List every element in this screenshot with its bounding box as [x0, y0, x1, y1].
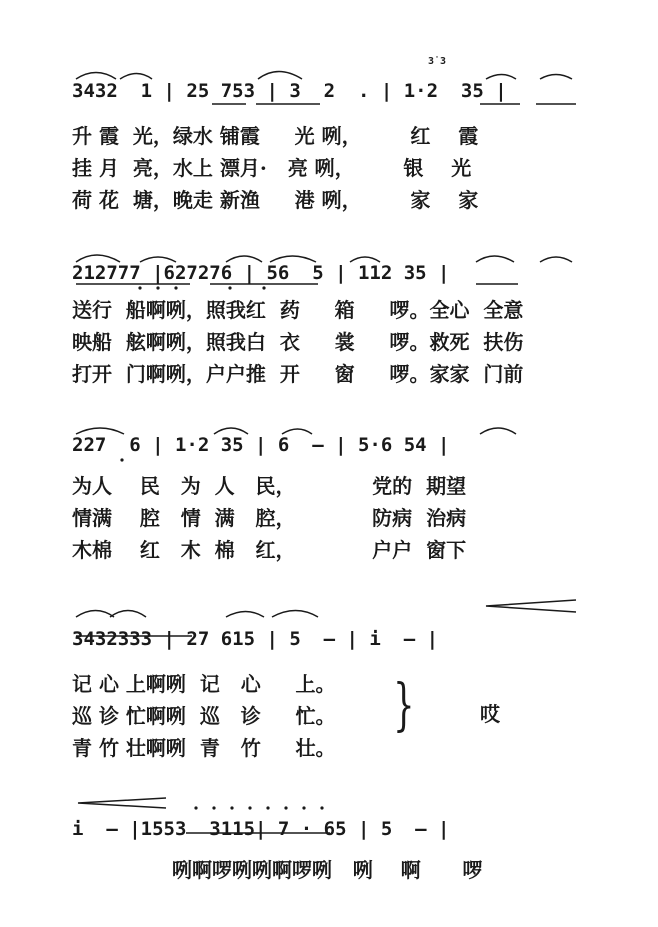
lyric-line: 青 竹 壮啊咧 青 竹 壮。 — [72, 736, 336, 760]
notation-text: i — |1553 3115| 7 · 65 | 5 — | — [72, 818, 450, 840]
lyric-line: 荷 花 塘，晚走 新渔 港 咧， 家 家 — [72, 188, 479, 212]
notation-text: 3432 1 | 25 753 | 3 2 . | 1·2 35 | — [72, 80, 507, 102]
interjection-lyric: 哎 — [480, 702, 500, 726]
verse-bracket: } — [393, 673, 415, 738]
lyric-line: 情满 腔 情 满 腔， 防病 治病 — [72, 506, 467, 530]
lyric-line: 巡 诊 忙啊咧 巡 诊 忙。 — [72, 704, 336, 728]
notation-row-2 — [72, 256, 612, 290]
final-lyric-line: 咧啊啰咧咧啊啰咧 咧 啊 啰 — [172, 858, 483, 882]
grace-note: 3̇ 3 — [428, 56, 447, 67]
lyric-line: 为人 民 为 人 民， 党的 期望 — [72, 474, 467, 498]
lyric-line: 挂 月 亮，水上 漂月· 亮 咧， 银 光 — [72, 156, 472, 180]
lyric-line: 记 心 上啊咧 记 心 上。 — [72, 672, 336, 696]
lyric-line: 映船 舷啊咧，照我白 衣 裳 啰。救死 扶伤 — [72, 330, 524, 354]
notation-row-4 — [72, 622, 612, 656]
lyric-line: 送行 船啊咧，照我红 药 箱 啰。全心 全意 — [72, 298, 524, 322]
notation-row-5 — [72, 812, 612, 846]
notation-row-3 — [72, 428, 612, 462]
lyric-line: 升 霞 光，绿水 铺霞 光 咧， 红 霞 — [72, 124, 479, 148]
notation-text: 227 6 | 1·2 35 | 6 — | 5·6 54 | — [72, 434, 450, 456]
notation-text: 212777 |627276 | 56 5 | 112 35 | — [72, 262, 450, 284]
lyric-line: 木棉 红 木 棉 红， 户户 窗下 — [72, 538, 467, 562]
notation-row-1 — [72, 74, 612, 108]
notation-text: 3432333 | 27 615 | 5 — | i — | — [72, 628, 439, 650]
lyric-line: 打开 门啊咧，户户推 开 窗 啰。家家 门前 — [72, 362, 524, 386]
